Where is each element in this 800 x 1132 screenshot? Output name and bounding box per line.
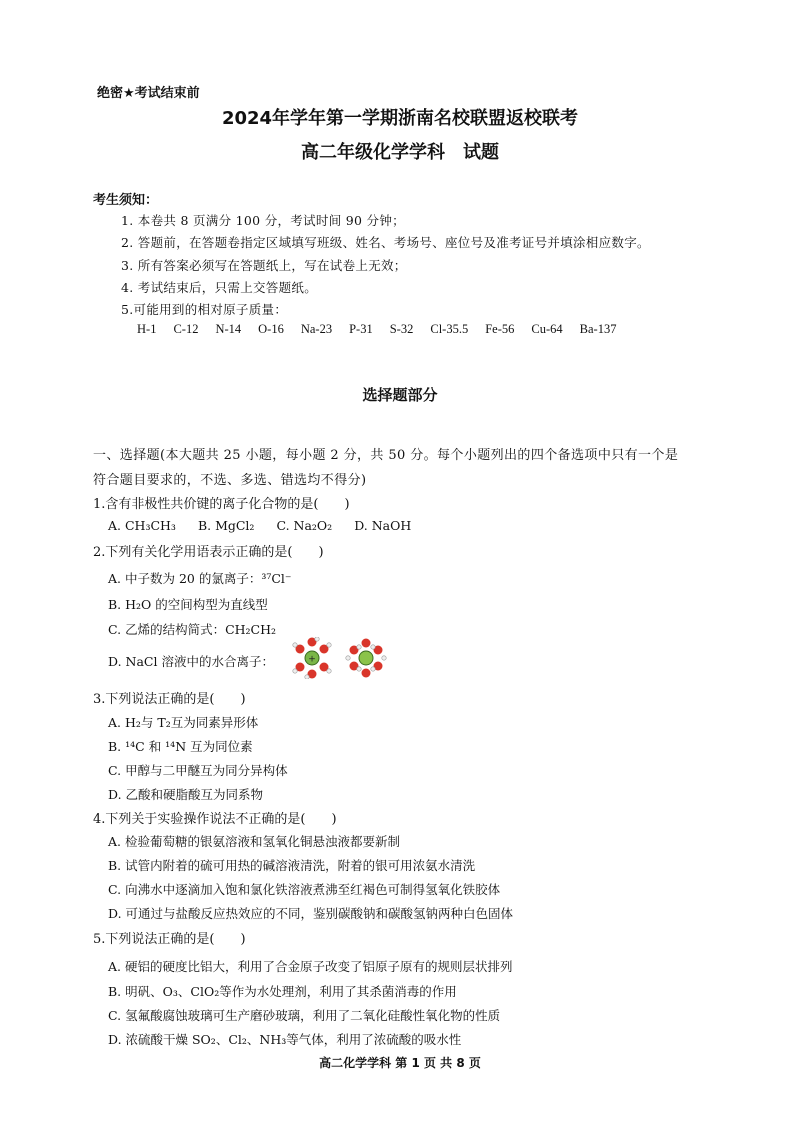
question-stem: 1.含有非极性共价键的离子化合物的是( ) <box>93 497 350 512</box>
mass-item: N-14 <box>215 322 242 336</box>
mass-item: Cl-35.5 <box>430 322 469 336</box>
option: D. 乙酸和硬脂酸互为同系物 <box>108 787 264 802</box>
notice-item: 1. 本卷共 8 页满分 100 分，考试时间 90 分钟； <box>121 213 405 228</box>
exam-subtitle: 高二年级化学学科 试题 <box>301 142 499 163</box>
question-stem: 4.下列关于实验操作说法不正确的是( ) <box>93 812 337 827</box>
option: B. H₂O 的空间构型为直线型 <box>108 597 268 612</box>
mass-item: C-12 <box>173 322 199 336</box>
option: A. 硬铝的硬度比铝大，利用了合金原子改变了铝原子原有的规则层状排列 <box>108 959 513 974</box>
option: A. 检验葡萄糖的银氨溶液和氢氧化铜悬浊液都要新制 <box>108 834 400 849</box>
mass-item: Fe-56 <box>485 322 515 336</box>
section-title: 选择题部分 <box>362 386 438 404</box>
option: B. ¹⁴C 和 ¹⁴N 互为同位素 <box>108 739 253 754</box>
hydrated-cation-icon <box>293 637 331 679</box>
notice-item: 5.可能用到的相对原子质量： <box>121 302 288 317</box>
hydrated-anion-icon <box>346 639 386 678</box>
mass-item: P-31 <box>349 322 373 336</box>
option: B. MgCl₂ <box>197 518 255 533</box>
svg-text:+: + <box>308 654 316 665</box>
notice-heading: 考生须知： <box>93 193 159 208</box>
mass-item: H-1 <box>137 322 157 336</box>
mass-item: Cu-64 <box>531 322 563 336</box>
option: C. 氢氟酸腐蚀玻璃可生产磨砂玻璃，利用了二氧化硅酸性氧化物的性质 <box>108 1008 501 1023</box>
question-stem: 2.下列有关化学用语表示正确的是( ) <box>93 545 324 560</box>
option: A. CH₃CH₃ <box>108 518 176 533</box>
option: B. 试管内附着的硫可用热的碱溶液清洗，附着的银可用浓氨水清洗 <box>108 858 476 873</box>
mass-item: Na-23 <box>300 322 333 336</box>
notice-item: 4. 考试结束后，只需上交答题纸。 <box>121 280 318 295</box>
hydrated-ions-diagram <box>292 637 392 679</box>
mass-item: Ba-137 <box>579 322 617 336</box>
option: D. NaCl 溶液中的水合离子： <box>108 654 274 669</box>
question-stem: 3.下列说法正确的是( ) <box>93 692 246 707</box>
option: B. 明矾、O₃、ClO₂等作为水处理剂，利用了其杀菌消毒的作用 <box>108 984 457 999</box>
mass-item: O-16 <box>258 322 284 336</box>
option: C. 甲醇与二甲醚互为同分异构体 <box>108 763 288 778</box>
option: A. H₂与 T₂互为同素异形体 <box>108 715 259 730</box>
mass-item: S-32 <box>389 322 414 336</box>
question-stem: 5.下列说法正确的是( ) <box>93 932 246 947</box>
confidential-label: 绝密★考试结束前 <box>97 86 200 101</box>
part-intro-line: 一、选择题(本大题共 25 小题，每小题 2 分，共 50 分。每个小题列出的四个备选项中只有一个是 <box>93 448 679 463</box>
page-footer: 高二化学学科 第 1 页 共 8 页 <box>319 1056 481 1070</box>
exam-title: 2024年学年第一学期浙南名校联盟返校联考 <box>221 108 579 129</box>
notice-item: 2. 答题前，在答题卷指定区域填写班级、姓名、考场号、座位号及准考证号并填涂相应数字。 <box>121 235 650 250</box>
option: C. Na₂O₂ <box>276 518 333 533</box>
part-intro-line: 符合题目要求的，不选、多选、错选均不得分) <box>93 473 367 488</box>
option: A. 中子数为 20 的氯离子：³⁷Cl⁻ <box>108 571 292 586</box>
notice-item: 3. 所有答案必须写在答题纸上，写在试卷上无效； <box>121 258 407 273</box>
question-options <box>108 518 433 533</box>
option: D. 可通过与盐酸反应热效应的不同，鉴别碳酸钠和碳酸氢钠两种白色固体 <box>108 906 514 921</box>
option: D. 浓硫酸干燥 SO₂、Cl₂、NH₃等气体，利用了浓硫酸的吸水性 <box>108 1032 462 1047</box>
option: C. 向沸水中逐滴加入饱和氯化铁溶液煮沸至红褐色可制得氢氧化铁胶体 <box>108 882 501 897</box>
option: D. NaOH <box>354 518 412 533</box>
atomic-masses <box>137 322 633 337</box>
option: C. 乙烯的结构简式：CH₂CH₂ <box>108 622 277 637</box>
